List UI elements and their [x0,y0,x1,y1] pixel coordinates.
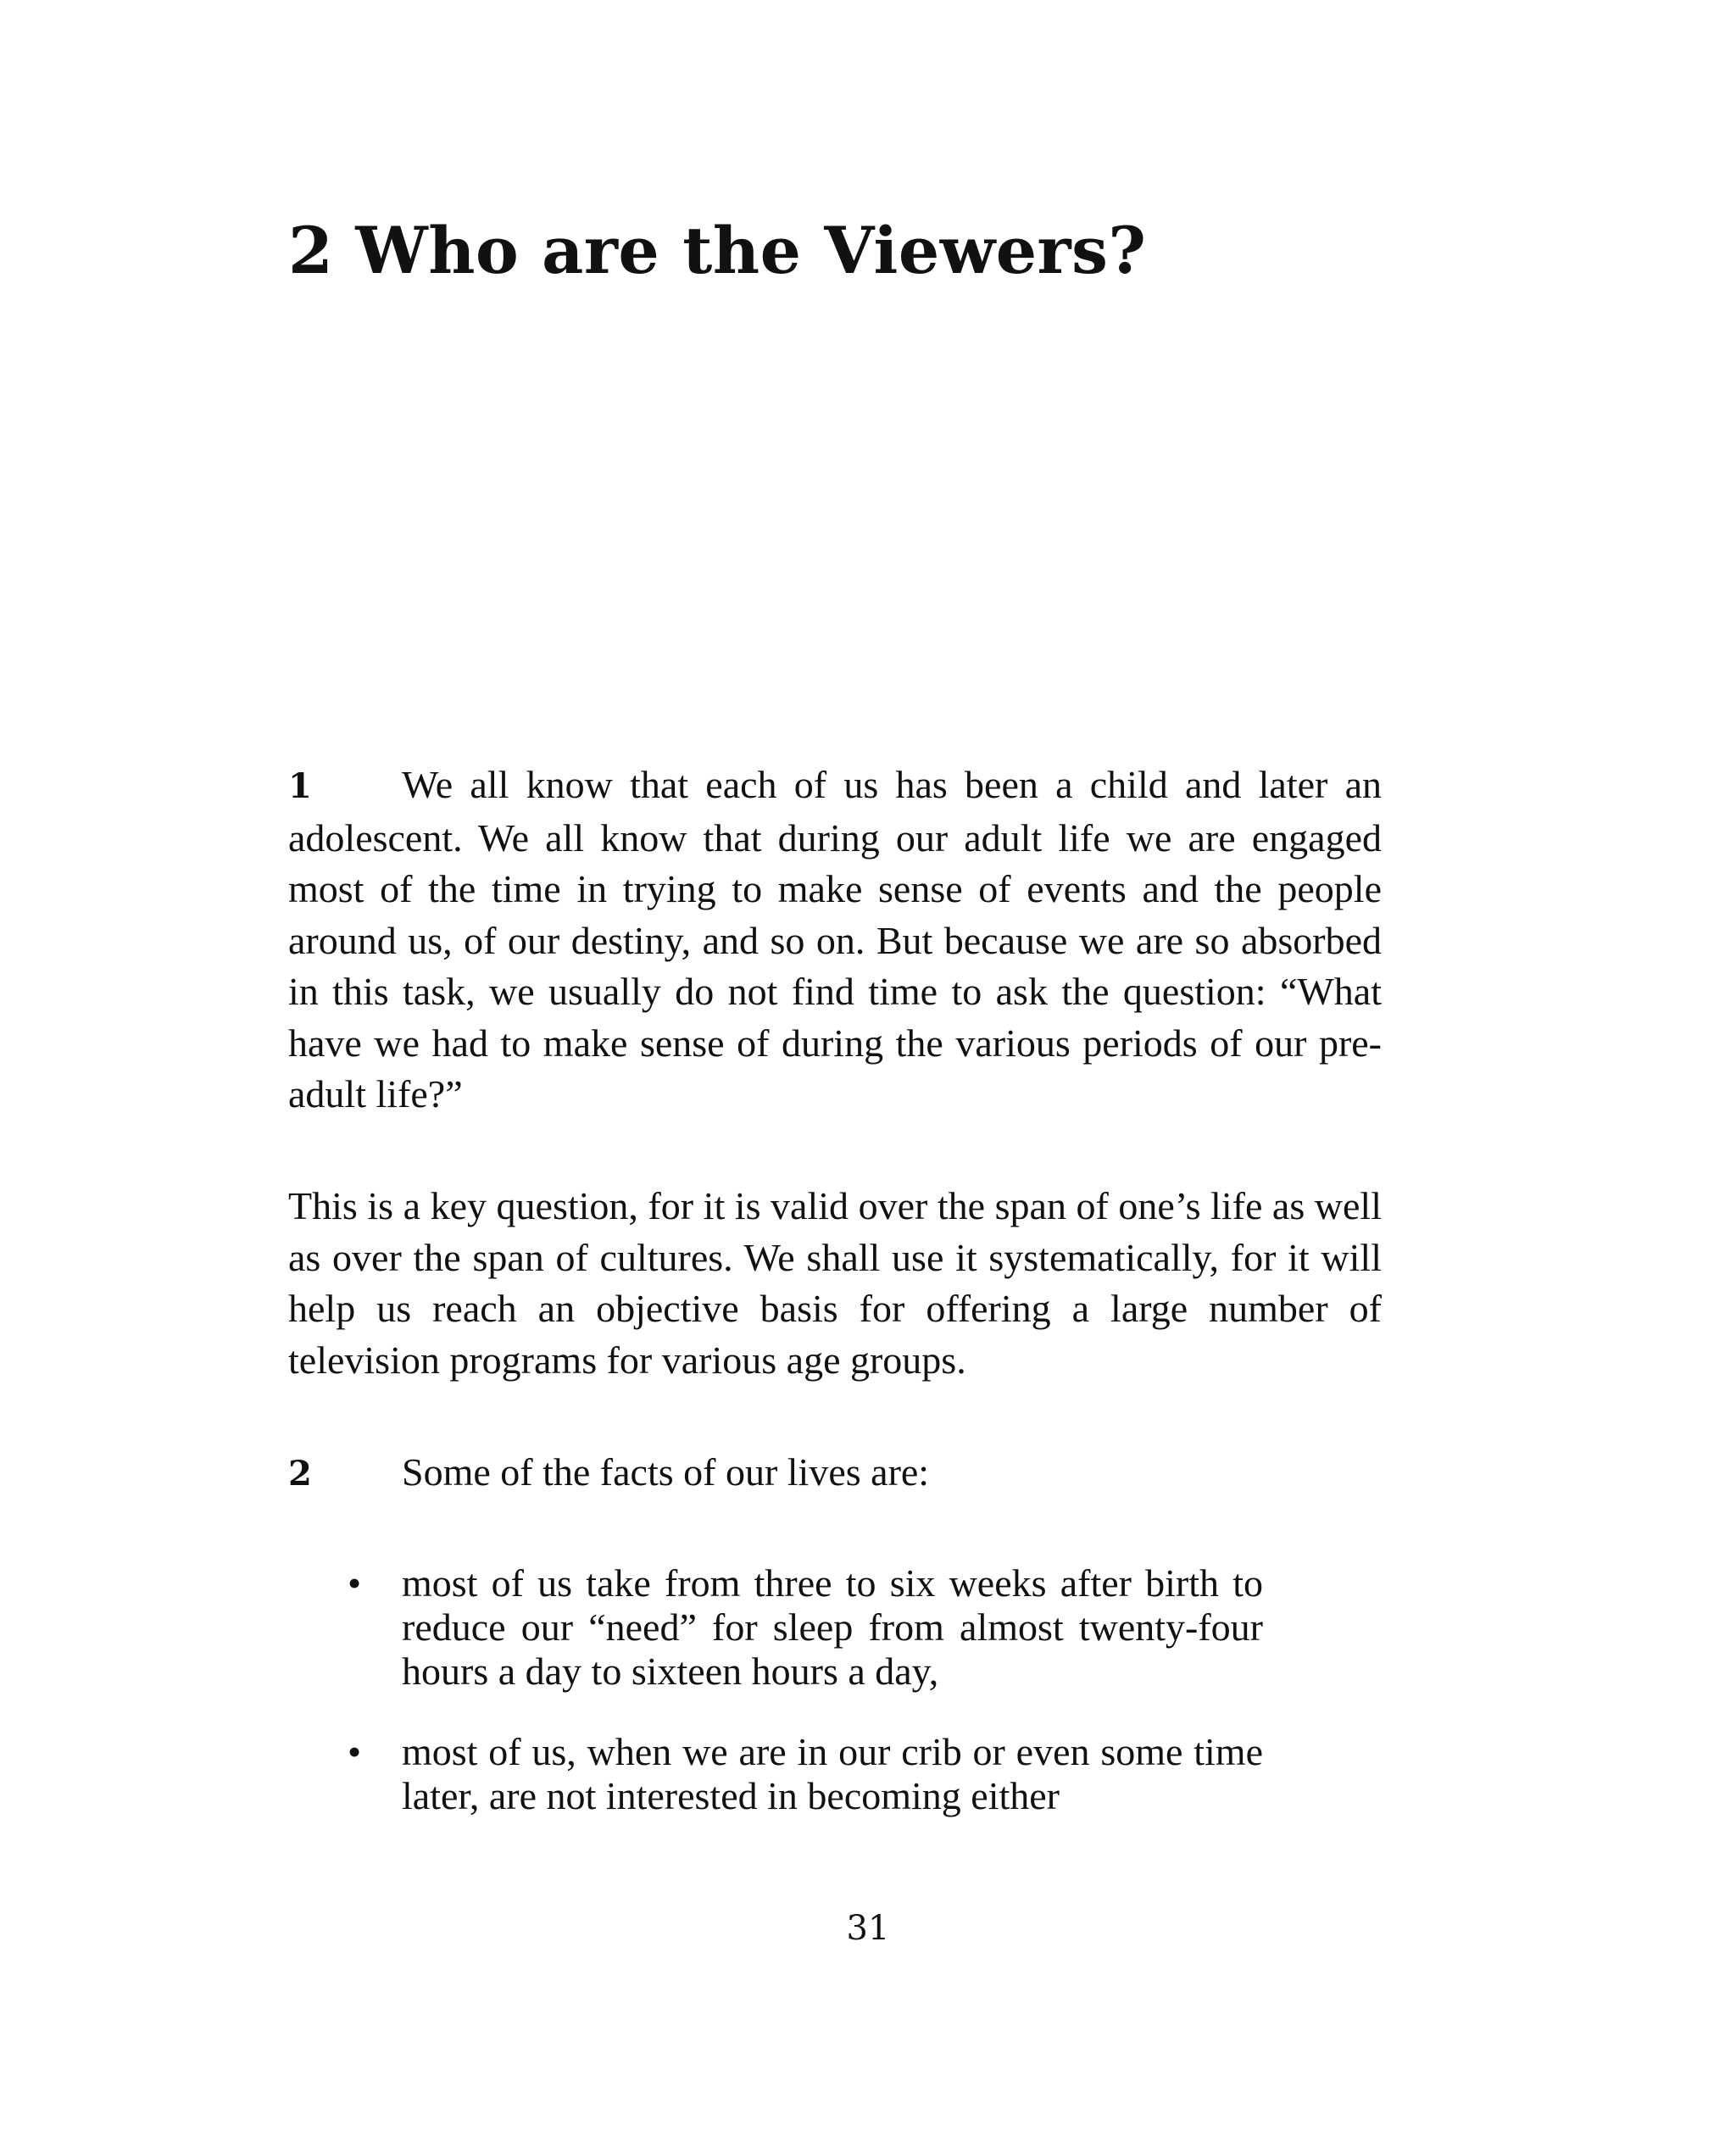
paragraph-1-continued [288,1181,1382,1386]
paragraph-number: 1 [288,766,312,806]
paragraph-text: Some of the facts of our lives are: [402,1450,930,1494]
bullet-icon: • [348,1561,362,1605]
chapter-number: 2 [288,213,334,288]
list-item-text: most of us, when we are in our crib or even some time later, are not interested in becoming either [402,1730,1263,1817]
paragraph-1 [288,759,1382,1121]
page-number: 31 [846,1909,890,1948]
chapter-heading [288,213,1147,288]
chapter-title: Who are the Viewers? [355,213,1147,288]
paragraph-text: We all know that each of us has been a child and later an adolescent. We all know that during our adult life we are engaged most of the time in trying to make sense of events and the people around us, of our destiny, and so on. But because we are so absorbed in this task, we usually do not find time to ask the question: “What have we had to make sense of during the various periods of our pre-adult life?” [288,763,1382,1116]
list-item [348,1730,1263,1818]
paragraph-text: This is a key question, for it is valid over the span of one’s life as well as over the span of cultures. We shall use it systematically, for it will help us reach an objective basis for offering a large number of television programs for various age groups. [288,1184,1382,1382]
paragraph-number: 2 [288,1454,312,1494]
bullet-icon: • [348,1730,362,1773]
list-item [348,1561,1263,1694]
list-item-text: most of us take from three to six weeks after birth to reduce our “need” for sleep from almost twenty-four hours a day to sixteen hours a day, [402,1561,1263,1693]
paragraph-2 [288,1447,1382,1500]
